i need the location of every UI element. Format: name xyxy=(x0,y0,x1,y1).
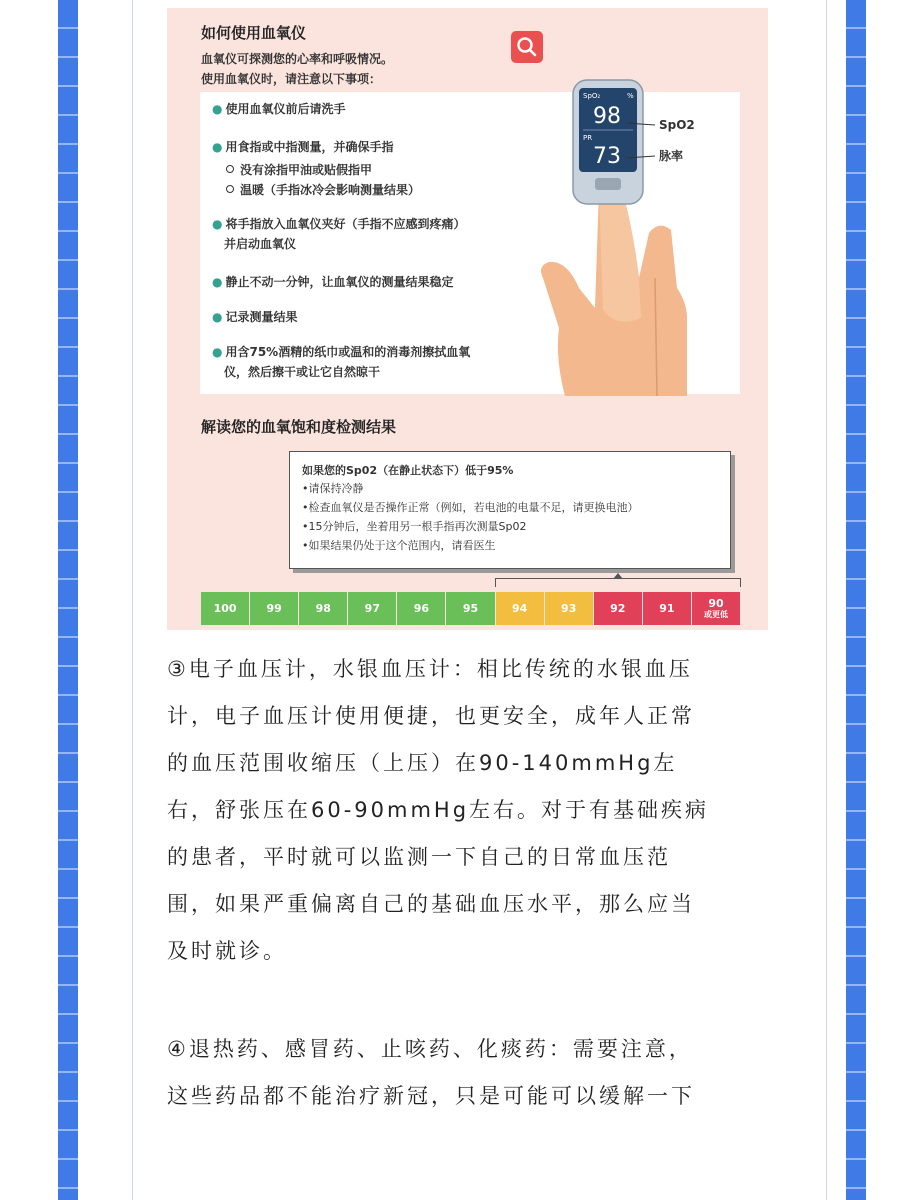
range-bracket-pointer xyxy=(613,573,623,579)
scale-cell-90: 90 或更低 xyxy=(692,592,740,625)
right-page-border xyxy=(846,0,866,1200)
screen-percent-caption: % xyxy=(627,92,634,100)
advice-item: •如果结果仍处于这个范围内，请看医生 xyxy=(302,539,496,552)
scale-cell-98: 98 xyxy=(299,592,347,625)
pulse-callout: 脉率 xyxy=(659,149,684,163)
intro-line: 血氧仪可探测您的心率和呼吸情况。 xyxy=(201,52,394,66)
text-line: ④退热药、感冒药、止咳药、化痰药：需要注意， xyxy=(167,1037,693,1061)
advice-heading: 如果您的Sp02（在静止状态下）低于95% xyxy=(302,464,514,477)
advice-item: •15分钟后，坐着用另一根手指再次测量Sp02 xyxy=(302,520,527,533)
oximeter-illustration xyxy=(537,78,737,408)
spo2-scale xyxy=(201,592,740,625)
tip-item: ● 使用血氧仪前后请洗手 xyxy=(212,102,346,116)
text-line: 及时就诊。 xyxy=(167,939,287,963)
scale-cell-95: 95 xyxy=(446,592,494,625)
medicine-paragraph xyxy=(167,1026,787,1120)
search-icon xyxy=(511,31,543,63)
tip-item: ● 静止不动一分钟，让血氧仪的测量结果稳定 xyxy=(212,275,454,289)
left-margin-line xyxy=(132,0,133,1200)
blood-pressure-paragraph xyxy=(167,646,787,975)
tip-subitem: 温暖（手指冰冷会影响测量结果） xyxy=(226,181,420,198)
infographic-title: 如何使用血氧仪 xyxy=(201,24,307,42)
scale-cell-96: 96 xyxy=(397,592,445,625)
text-line: 计，电子血压计使用便捷，也更安全，成年人正常 xyxy=(167,704,695,728)
low-spo2-advice-box xyxy=(289,451,731,569)
left-page-border xyxy=(58,0,78,1200)
scale-cell-91: 91 xyxy=(643,592,691,625)
right-margin-line xyxy=(826,0,827,1200)
scale-cell-100: 100 xyxy=(201,592,249,625)
scale-cell-93: 93 xyxy=(545,592,593,625)
screen-pr-caption: PR xyxy=(583,134,593,142)
finger-illustration xyxy=(599,186,641,322)
tip-subitem: 没有涂指甲油或贴假指甲 xyxy=(226,161,372,178)
text-line: 的血压范围收缩压（上压）在90-140mmHg左 xyxy=(167,751,678,775)
tip-item: ● 记录测量结果 xyxy=(212,310,298,324)
scale-cell-94: 94 xyxy=(496,592,544,625)
advice-item: •请保持冷静 xyxy=(302,482,364,495)
text-line: 右，舒张压在60-90mmHg左右。对于有基础疾病 xyxy=(167,798,710,822)
scale-cell-97: 97 xyxy=(348,592,396,625)
range-bracket xyxy=(495,578,741,587)
spo2-reading: 98 xyxy=(593,104,621,129)
scale-cell-99: 99 xyxy=(250,592,298,625)
tip-item: ● 将手指放入血氧仪夹好（手指不应感到疼痛） 并启动血氧仪 xyxy=(212,217,466,251)
text-line: 的患者，平时就可以监测一下自己的日常血压范 xyxy=(167,845,671,869)
text-line: 这些药品都不能治疗新冠，只是可能可以缓解一下 xyxy=(167,1084,695,1108)
spo2-callout: SpO2 xyxy=(659,118,695,132)
pulse-reading: 73 xyxy=(593,144,621,169)
advice-item: •检查血氧仪是否操作正常（例如，若电池的电量不足，请更换电池） xyxy=(302,501,639,514)
tip-item: ● 用含75%酒精的纸巾或温和的消毒剂擦拭血氧 仪，然后擦干或让它自然晾干 xyxy=(212,345,471,379)
tip-item: ● 用食指或中指测量，并确保手指 xyxy=(212,140,394,154)
results-section-title: 解读您的血氧饱和度检测结果 xyxy=(201,418,397,436)
scale-cell-92: 92 xyxy=(594,592,642,625)
screen-spo2-caption: SpO₂ xyxy=(583,92,601,100)
oximeter-button xyxy=(595,178,621,190)
oximeter-infographic xyxy=(167,8,768,630)
text-line: 围，如果严重偏离自己的基础血压水平，那么应当 xyxy=(167,892,695,916)
intro-line: 使用血氧仪时，请注意以下事项： xyxy=(201,72,382,86)
text-line: ③电子血压计，水银血压计：相比传统的水银血压 xyxy=(167,657,693,681)
